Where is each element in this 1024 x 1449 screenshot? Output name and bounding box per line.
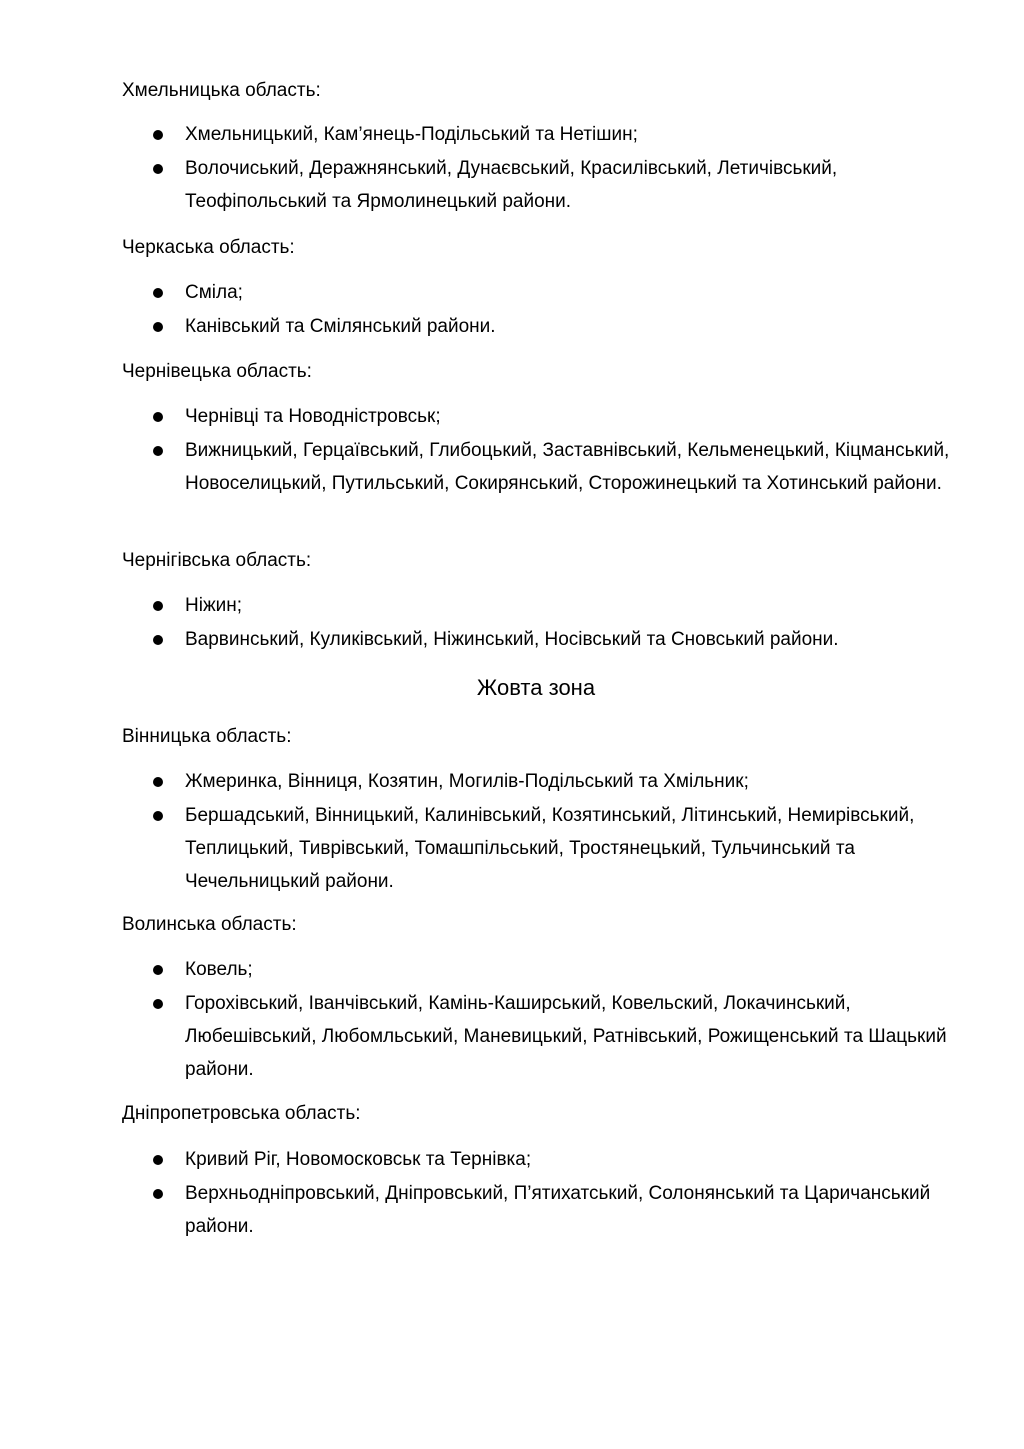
bullet-icon — [153, 412, 163, 422]
list-item: Сміла; — [0, 276, 955, 309]
list-item: Верхньодніпровський, Дніпровський, П’ятихатський, Солонянський та Царичанський райони. — [0, 1177, 955, 1243]
bullet-icon — [153, 1155, 163, 1165]
list-item: Ковель; — [0, 953, 955, 986]
region-title-dnipropetrovska: Дніпропетровська область: — [122, 1103, 361, 1124]
bullet-icon — [153, 288, 163, 298]
region-title-chernivetska: Чернівецька область: — [122, 361, 312, 382]
region-list-volynska — [0, 953, 955, 1087]
list-item: Хмельницький, Кам’янець-Подільський та Нетішин; — [0, 118, 955, 151]
list-item: Горохівський, Іванчівський, Камінь-Каширський, Ковельский, Локачинський, Любешівський, Любомльський, Маневицький, Ратнівський, Рожищенський та Шацький райони. — [0, 987, 955, 1086]
region-list-chernivetska — [0, 400, 955, 501]
bullet-icon — [153, 1189, 163, 1199]
list-item: Ніжин; — [0, 589, 955, 622]
region-list-cherkaska — [0, 276, 955, 344]
list-item: Канівський та Смілянський райони. — [0, 310, 955, 343]
zone-heading-yellow: Жовта зона — [476, 675, 596, 700]
list-item: Варвинський, Куликівський, Ніжинський, Носівський та Сновський райони. — [0, 623, 955, 656]
bullet-icon — [153, 999, 163, 1009]
list-item: Кривий Ріг, Новомосковськ та Тернівка; — [0, 1143, 955, 1176]
bullet-icon — [153, 635, 163, 645]
list-item: Бершадський, Вінницький, Калинівський, Козятинський, Літинський, Немирівський, Теплицький, Тиврівський, Томашпільський, Тростянецький, Тульчинський та Чечельницький райони. — [0, 799, 955, 898]
bullet-icon — [153, 164, 163, 174]
bullet-icon — [153, 130, 163, 140]
region-title-khmelnytska: Хмельницька область: — [122, 80, 321, 101]
bullet-icon — [153, 601, 163, 611]
region-title-volynska: Волинська область: — [122, 914, 297, 935]
bullet-icon — [153, 777, 163, 787]
bullet-icon — [153, 811, 163, 821]
list-item: Волочиський, Деражнянський, Дунаєвський, Красилівський, Летичівський, Теофіпольський та Ярмолинецький райони. — [0, 152, 955, 218]
bullet-icon — [153, 965, 163, 975]
region-list-vinnytska — [0, 765, 955, 899]
list-item: Чернівці та Новодністровськ; — [0, 400, 955, 433]
region-title-vinnytska: Вінницька область: — [122, 726, 292, 747]
list-item: Вижницький, Герцаївський, Глибоцький, Заставнівський, Кельменецький, Кіцманський, Новоселицький, Путильський, Сокирянський, Сторожинецький та Хотинський райони. — [0, 434, 955, 500]
region-list-dnipropetrovska — [0, 1143, 955, 1244]
list-item: Жмеринка, Вінниця, Козятин, Могилів-Подільський та Хмільник; — [0, 765, 955, 798]
region-list-khmelnytska — [0, 118, 955, 219]
bullet-icon — [153, 446, 163, 456]
bullet-icon — [153, 322, 163, 332]
region-list-chernihivska — [0, 589, 955, 657]
region-title-cherkaska: Черкаська область: — [122, 237, 295, 258]
region-title-chernihivska: Чернігівська область: — [122, 550, 312, 571]
